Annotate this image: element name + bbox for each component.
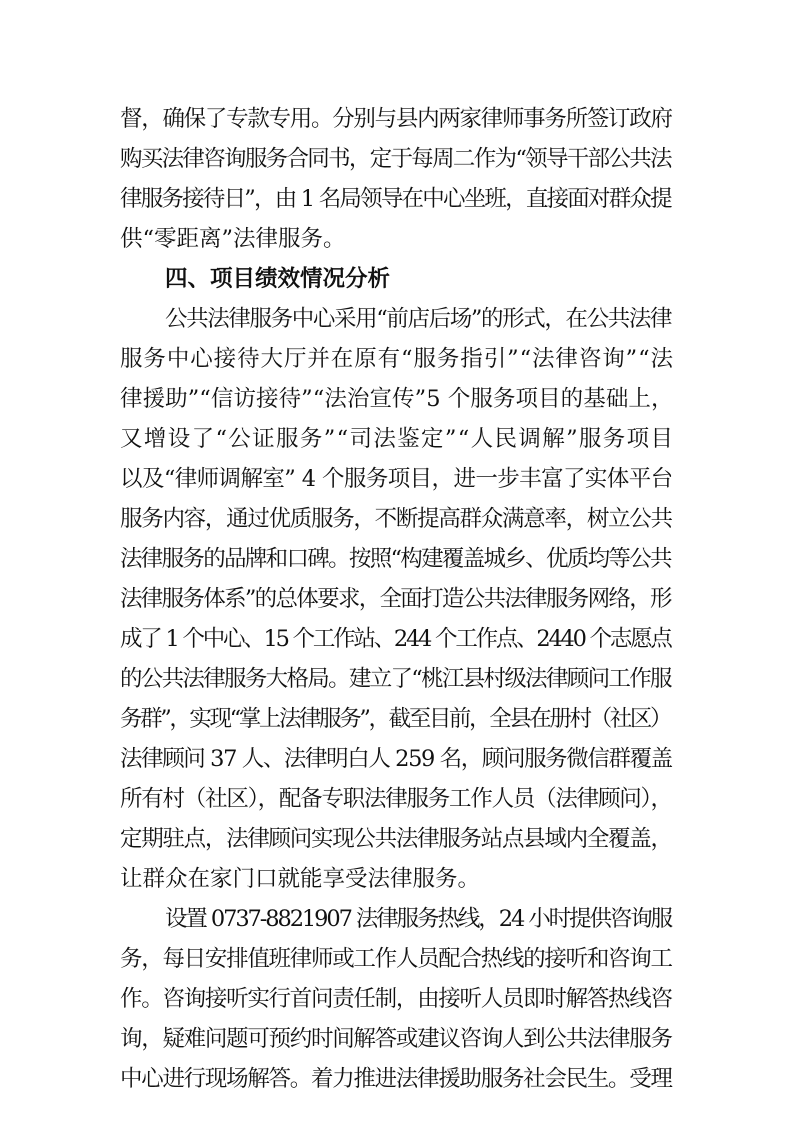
section-heading: 四、项目绩效情况分析 (165, 266, 391, 292)
text-line: 供“零距离”法律服务。 (120, 226, 346, 252)
text-line: 服务中心接待大厅并在原有“服务指引”“法律咨询”“法 (120, 346, 674, 372)
text-line: 律服务接待日”，由 1 名局领导在中心坐班，直接面对群众提 (120, 186, 671, 212)
text-line: 服务内容，通过优质服务，不断提高群众满意率，树立公共 (120, 506, 672, 532)
text-line: 法律服务的品牌和口碑。按照“构建覆盖城乡、优质均等公共 (120, 546, 671, 572)
text-line: 务群”，实现“掌上法律服务”，截至目前，全县在册村（社区） (120, 706, 671, 732)
paragraph-first-line: 公共法律服务中心采用“前店后场”的形式，在公共法律 (165, 306, 672, 332)
text-line: 以及“律师调解室” 4 个服务项目，进一步丰富了实体平台 (120, 466, 673, 492)
text-line: 督，确保了专款专用。分别与县内两家律师事务所签订政府 (120, 106, 672, 132)
text-line: 又增设了“公证服务”“司法鉴定”“人民调解”服务项目 (120, 426, 675, 452)
text-line: 律援助”“信访接待”“法治宣传”5 个服务项目的基础上， (120, 386, 674, 412)
paragraph-first-line: 设置 0737-8821907 法律服务热线，24 小时提供咨询服 (165, 906, 672, 932)
text-line: 让群众在家门口就能享受法律服务。 (120, 866, 481, 892)
text-line: 作。咨询接听实行首问责任制，由接听人员即时解答热线咨 (120, 986, 672, 1012)
text-line: 询，疑难问题可预约时间解答或建议咨询人到公共法律服务 (120, 1026, 672, 1052)
text-line: 的公共法律服务大格局。建立了“桃江县村级法律顾问工作服 (120, 666, 671, 692)
text-line: 成了 1 个中心、15 个工作站、244 个工作点、2440 个志愿点 (120, 626, 671, 652)
text-line: 务，每日安排值班律师或工作人员配合热线的接听和咨询工 (120, 946, 672, 972)
text-line: 法律服务体系”的总体要求，全面打造公共法律服务网络，形 (120, 586, 671, 612)
text-line: 购买法律咨询服务合同书，定于每周二作为“领导干部公共法 (120, 146, 671, 172)
text-line: 法律顾问 37 人、法律明白人 259 名，顾问服务微信群覆盖 (120, 746, 672, 772)
text-line: 中心进行现场解答。着力推进法律援助服务社会民生。受理 (120, 1066, 672, 1092)
text-line: 定期驻点，法律顾问实现公共法律服务站点县域内全覆盖， (120, 826, 672, 852)
text-line: 所有村（社区），配备专职法律服务工作人员（法律顾问）， (120, 786, 672, 812)
